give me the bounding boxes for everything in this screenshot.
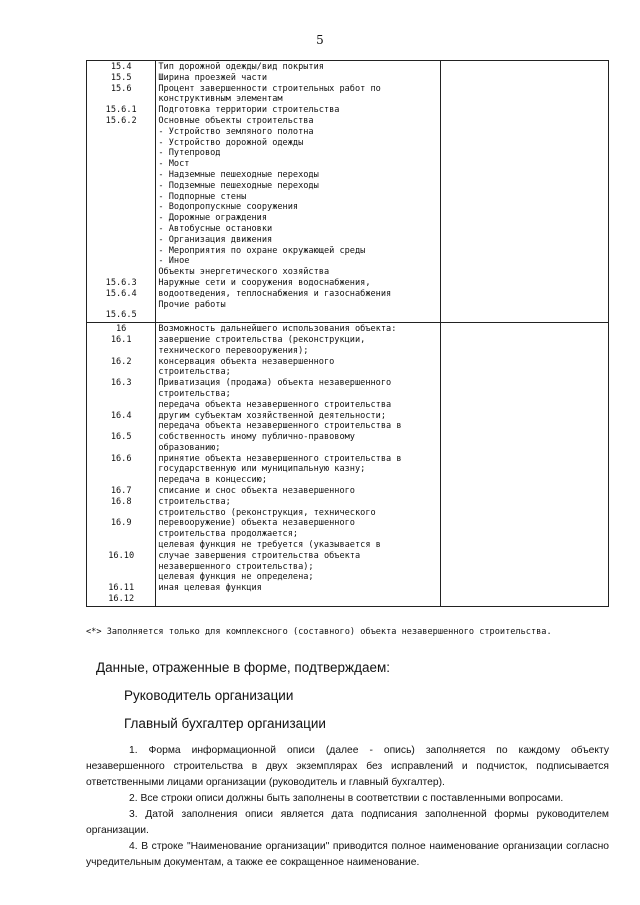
- row-code: [87, 181, 155, 192]
- row-item-text: конструктивным элементам: [158, 94, 283, 105]
- row-item-text: Тип дорожной одежды/вид покрытия: [158, 62, 324, 72]
- row-item-text: - Иное: [158, 256, 190, 267]
- row-code: 16.5: [110, 432, 132, 443]
- row-item-text: Процент завершенности строительных работ по: [158, 83, 381, 94]
- row-code: 15.6: [110, 83, 132, 94]
- row-item-text: технического перевооружения);: [158, 345, 309, 356]
- row-item-text: другим субъектам хозяйственной деятельности;: [158, 410, 387, 421]
- row-item-text: Возможность дальнейшего использования объекта:: [158, 324, 397, 335]
- page-number: 5: [316, 33, 324, 47]
- row-code: 15.6.2: [105, 115, 137, 126]
- row-item-text: строительства;: [158, 367, 231, 378]
- row-code: [87, 367, 155, 378]
- row-item-text: целевая функция не определена;: [158, 572, 314, 583]
- row-code: [87, 400, 155, 411]
- confirmation-text: Данные, отраженные в форме, подтверждаем:: [96, 660, 391, 675]
- row-item-text: консервация объекта незавершенного: [158, 356, 335, 367]
- note-2: 2. Все строки описи должны быть заполнены в соответствии с поставленными вопросами.: [129, 793, 564, 804]
- row-item-text: списание и снос объекта незавершенного: [158, 486, 355, 497]
- row-item-text: Подготовка территории строительства: [158, 105, 340, 116]
- row-code: 16.9: [110, 518, 132, 529]
- row-item-text: - Подземные пешеходные переходы: [158, 180, 319, 191]
- row-item-text: перевооружение) объекта незавершенного: [158, 518, 355, 529]
- row-codes-cell: [87, 323, 156, 607]
- row-item-text: - Мероприятия по охране окружающей среды: [158, 245, 366, 256]
- row-code: 16.8: [110, 496, 132, 507]
- row-code: 15.6.1: [105, 105, 137, 116]
- row-code: 16.10: [108, 550, 135, 561]
- row-code: 15.6.5: [105, 310, 137, 321]
- row-code: [87, 224, 155, 235]
- row-item-text: целевая функция не требуется (указывается в: [158, 540, 381, 551]
- row-item-text: - Автобусные остановки: [158, 223, 273, 234]
- row-item-text: - Устройство земляного полотна: [158, 126, 314, 137]
- row-code: 15.6.3: [105, 277, 137, 288]
- row-item-text: передача объекта незавершенного строительства: [158, 399, 392, 410]
- row-item-text: Наружные сети и сооружения водоснабжения,: [158, 277, 371, 288]
- row-code: [87, 213, 155, 224]
- table-row-section-15: [87, 61, 609, 323]
- row-code: [87, 562, 155, 573]
- row-code: [87, 170, 155, 181]
- row-item-text: строительства;: [158, 388, 231, 399]
- note-4: 4. В строке "Наименование организации" приводится полное наименование организации согласно учредительным документам, а также ее сокращенное наименование.: [86, 841, 609, 868]
- row-code: 16.2: [110, 356, 132, 367]
- row-code: [87, 508, 155, 519]
- row-code: [87, 127, 155, 138]
- row-item-text: случае завершения строительства объекта: [158, 550, 361, 561]
- row-code: [87, 421, 155, 432]
- row-code: [87, 464, 155, 475]
- head-of-organization-label: Руководитель организации: [124, 688, 294, 703]
- row-item-text: принятие объекта незавершенного строительства в: [158, 453, 402, 464]
- row-item-text: - Дорожные ограждения: [158, 213, 268, 224]
- row-code: [87, 346, 155, 357]
- row-item-text: собственность иному публично-правовому: [158, 432, 355, 443]
- footnote: <*> Заполняется только для комплексного (составного) объекта незавершенного строительства.: [86, 627, 552, 637]
- row-item-text: - Надземные пешеходные переходы: [158, 169, 319, 180]
- row-item-text: завершение строительства (реконструкции,: [158, 334, 366, 345]
- chief-accountant-label: Главный бухгалтер организации: [124, 716, 326, 731]
- row-item-text: - Устройство дорожной одежды: [158, 137, 304, 148]
- row-code: [87, 572, 155, 583]
- row-code: [87, 475, 155, 486]
- note-1: 1. Форма информационной описи (далее - опись) заполняется по каждому объекту незавершенного строительства в двух экземплярах без исправлений и подчисток, подписывается ответственными лицами организации (руководитель и главный бухгалтер).: [86, 745, 609, 788]
- row-code: [87, 192, 155, 203]
- row-item-text: водоотведения, теплоснабжения и газоснабжения: [158, 288, 392, 299]
- row-code: 16.4: [110, 410, 132, 421]
- row-code: [87, 159, 155, 170]
- row-code: [87, 267, 155, 278]
- row-item-text: строительства;: [158, 496, 231, 507]
- row-code: [87, 235, 155, 246]
- row-item-text: иная целевая функция: [158, 583, 262, 594]
- row-code: [87, 94, 155, 105]
- value-cell: [440, 323, 608, 607]
- row-code: 16.11: [108, 583, 135, 594]
- row-item-text: - Мост: [158, 159, 190, 170]
- note-3: 3. Датой заполнения описи является дата подписания заполненной формы руководителем организации.: [86, 809, 609, 836]
- row-item-text: незавершенного строительства);: [158, 561, 314, 572]
- row-code: [87, 256, 155, 267]
- row-item-text: строительство (реконструкция, технического: [158, 507, 376, 518]
- row-code: 15.4: [110, 62, 132, 72]
- row-codes-cell: [87, 61, 156, 323]
- row-code: [87, 529, 155, 540]
- inventory-form-table: [86, 60, 609, 607]
- row-code: 16.7: [110, 486, 132, 497]
- row-code: [87, 202, 155, 213]
- row-items-cell: [156, 323, 440, 607]
- row-item-text: строительства продолжается;: [158, 529, 299, 540]
- row-item-text: передача объекта незавершенного строительства в: [158, 421, 402, 432]
- value-cell: [440, 61, 608, 323]
- row-code: 16.3: [110, 378, 132, 389]
- row-item-text: - Путепровод: [158, 148, 221, 159]
- row-item-text: - Организация движения: [158, 234, 273, 245]
- row-code: 16.6: [110, 453, 132, 464]
- row-item-text: Прочие работы: [158, 299, 226, 310]
- row-items-cell: [156, 61, 440, 323]
- row-item-text: - Водопропускные сооружения: [158, 202, 299, 213]
- row-item-text: Приватизация (продажа) объекта незавершенного: [158, 378, 392, 389]
- table-row-section-16: [87, 323, 609, 607]
- row-item-text: - Подпорные стены: [158, 191, 247, 202]
- row-code: 16: [116, 324, 127, 335]
- row-code: [87, 540, 155, 551]
- row-code: [87, 148, 155, 159]
- row-item-text: государственную или муниципальную казну;: [158, 464, 366, 475]
- row-code: [87, 138, 155, 149]
- notes-section: [86, 743, 609, 871]
- row-code: [87, 246, 155, 257]
- row-code: [87, 389, 155, 400]
- row-code: 16.1: [110, 334, 132, 345]
- row-item-text: передача в концессию;: [158, 475, 268, 486]
- row-code: 15.6.4: [105, 288, 137, 299]
- row-item-text: Объекты энергетического хозяйства: [158, 267, 330, 278]
- row-code: 15.5: [110, 72, 132, 83]
- row-item-text: Основные объекты строительства: [158, 115, 314, 126]
- row-code: [87, 443, 155, 454]
- row-item-text: образованию;: [158, 442, 221, 453]
- row-code: [87, 300, 155, 311]
- row-item-text: Ширина проезжей части: [158, 72, 268, 83]
- row-code: 16.12: [108, 594, 135, 605]
